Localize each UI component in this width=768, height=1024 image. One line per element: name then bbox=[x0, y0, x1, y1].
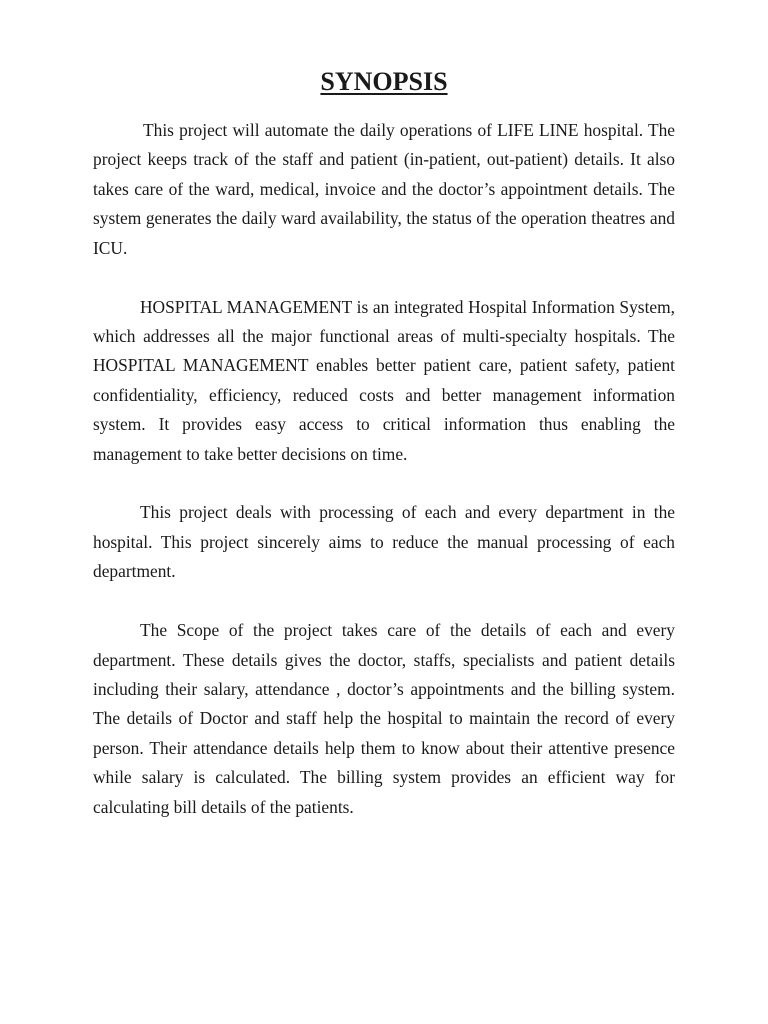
paragraph-department-processing: This project deals with processing of each and every department in the hospital. This project sincerely aims to reduce the manual processing of each department. bbox=[93, 502, 675, 582]
document-body bbox=[93, 116, 675, 852]
page-title-text: SYNOPSIS bbox=[320, 67, 448, 96]
paragraph-overview: This project will automate the daily operations of LIFE LINE hospital. The project keeps track of the staff and patient (in-patient, out-patient) details. It also takes care of the ward, medical, invoice and the doctor’s appointment details. The system generates the daily ward availability, the status of the operation theatres and ICU. bbox=[93, 120, 675, 258]
paragraph-scope: The Scope of the project takes care of the details of each and every department. These details gives the doctor, staffs, specialists and patient details including their salary, attendance , doctor’s appointments and the billing system. The details of Doctor and staff help the hospital to maintain the record of every person. Their attendance details help them to know about their attentive presence while salary is calculated. The billing system provides an efficient way for calculating bill details of the patients. bbox=[93, 620, 675, 817]
paragraph-hospital-management: HOSPITAL MANAGEMENT is an integrated Hospital Information System, which addresses all the major functional areas of multi-specialty hospitals. The HOSPITAL MANAGEMENT enables better patient care, patient safety, patient confidentiality, efficiency, reduced costs and better management information system. It provides easy access to critical information thus enabling the management to take better decisions on time. bbox=[93, 296, 675, 464]
page-title bbox=[0, 62, 768, 102]
